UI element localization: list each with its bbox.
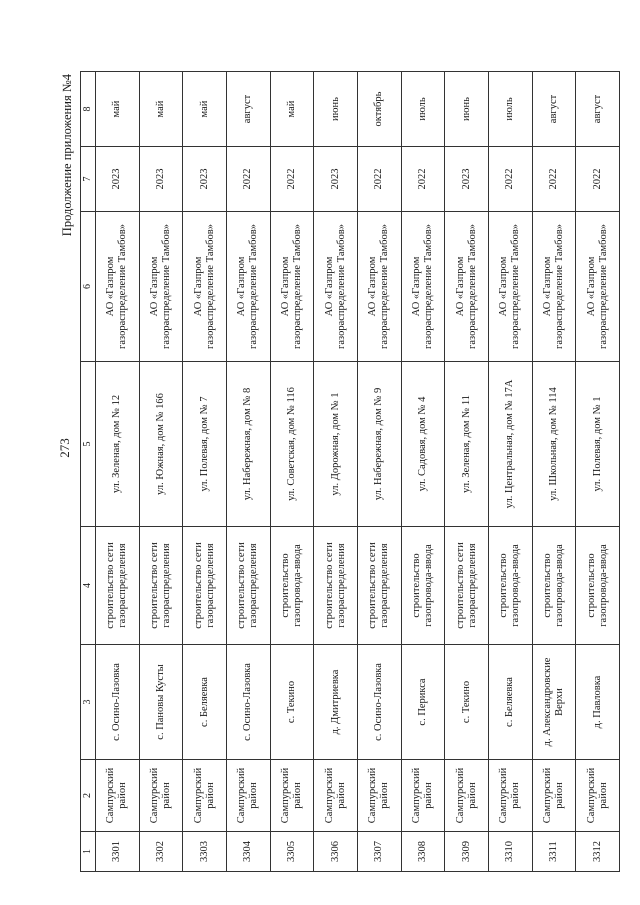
organization-cell: АО «Газпром газораспределение Тамбов» <box>401 212 445 362</box>
year-cell: 2023 <box>139 147 183 212</box>
row-number-cell: 3304 <box>226 832 270 872</box>
address-cell: ул. Южная, дом № 166 <box>139 362 183 527</box>
district-cell: Сампурский район <box>139 760 183 832</box>
address-cell: ул. Школьная, дом № 114 <box>532 362 576 527</box>
row-number-cell: 3305 <box>270 832 314 872</box>
organization-cell: АО «Газпром газораспределение Тамбов» <box>314 212 358 362</box>
year-cell: 2022 <box>488 147 532 212</box>
work-type-cell: строительство газопровода-ввода <box>401 527 445 645</box>
address-cell: ул. Зеленая, дом № 12 <box>96 362 140 527</box>
row-number-cell: 3312 <box>576 832 620 872</box>
work-type-cell: строительство сети газораспределения <box>357 527 401 645</box>
district-cell: Сампурский район <box>445 760 489 832</box>
table-row <box>488 72 532 872</box>
address-cell: ул. Набережная, дом № 8 <box>226 362 270 527</box>
row-number-cell: 3310 <box>488 832 532 872</box>
row-number-cell: 3303 <box>183 832 227 872</box>
address-cell: ул. Центральная, дом № 17А <box>488 362 532 527</box>
organization-cell: АО «Газпром газораспределение Тамбов» <box>226 212 270 362</box>
table-row <box>139 72 183 872</box>
work-type-cell: строительство сети газораспределения <box>314 527 358 645</box>
table-row <box>314 72 358 872</box>
address-cell: ул. Советская, дом № 116 <box>270 362 314 527</box>
column-number: 5 <box>81 362 96 527</box>
work-type-cell: строительство сети газораспределения <box>96 527 140 645</box>
table-row <box>532 72 576 872</box>
work-type-cell: строительство сети газораспределения <box>139 527 183 645</box>
year-cell: 2022 <box>401 147 445 212</box>
district-cell: Сампурский район <box>314 760 358 832</box>
locality-cell: с. Текино <box>270 645 314 760</box>
row-number-cell: 3302 <box>139 832 183 872</box>
organization-cell: АО «Газпром газораспределение Тамбов» <box>445 212 489 362</box>
organization-cell: АО «Газпром газораспределение Тамбов» <box>139 212 183 362</box>
row-number-cell: 3301 <box>96 832 140 872</box>
work-type-cell: строительство газопровода-ввода <box>270 527 314 645</box>
district-cell: Сампурский район <box>401 760 445 832</box>
table-row <box>445 72 489 872</box>
year-cell: 2022 <box>357 147 401 212</box>
year-cell: 2023 <box>183 147 227 212</box>
work-type-cell: строительство газопровода-ввода <box>576 527 620 645</box>
month-cell: июль <box>401 72 445 147</box>
locality-cell: д. Александровские Верхи <box>532 645 576 760</box>
month-cell: октябрь <box>357 72 401 147</box>
locality-cell: с. Беляевка <box>488 645 532 760</box>
continuation-label: Продолжение приложения №4 <box>60 74 74 237</box>
organization-cell: АО «Газпром газораспределение Тамбов» <box>576 212 620 362</box>
row-number-cell: 3307 <box>357 832 401 872</box>
organization-cell: АО «Газпром газораспределение Тамбов» <box>357 212 401 362</box>
month-cell: май <box>96 72 140 147</box>
locality-cell: с. Пановы Кусты <box>139 645 183 760</box>
district-cell: Сампурский район <box>183 760 227 832</box>
row-number-cell: 3306 <box>314 832 358 872</box>
organization-cell: АО «Газпром газораспределение Тамбов» <box>532 212 576 362</box>
locality-cell: с. Осино-Лазовка <box>357 645 401 760</box>
work-type-cell: строительство сети газораспределения <box>226 527 270 645</box>
locality-cell: с. Периксa <box>401 645 445 760</box>
appendix-table <box>80 71 620 872</box>
address-cell: ул. Полевая, дом № 1 <box>576 362 620 527</box>
district-cell: Сампурский район <box>488 760 532 832</box>
work-type-cell: строительство сети газораспределения <box>183 527 227 645</box>
year-cell: 2023 <box>445 147 489 212</box>
year-cell: 2022 <box>576 147 620 212</box>
table-row <box>576 72 620 872</box>
month-cell: июль <box>488 72 532 147</box>
locality-cell: с. Осино-Лазовка <box>96 645 140 760</box>
district-cell: Сампурский район <box>226 760 270 832</box>
table-row <box>226 72 270 872</box>
locality-cell: д. Павловка <box>576 645 620 760</box>
month-cell: август <box>226 72 270 147</box>
district-cell: Сампурский район <box>532 760 576 832</box>
year-cell: 2022 <box>226 147 270 212</box>
page-number: 273 <box>57 438 72 458</box>
locality-cell: д. Дмитриевка <box>314 645 358 760</box>
row-number-cell: 3309 <box>445 832 489 872</box>
work-type-cell: строительство газопровода-ввода <box>532 527 576 645</box>
month-cell: июнь <box>445 72 489 147</box>
address-cell: ул. Полевая, дом № 7 <box>183 362 227 527</box>
row-number-cell: 3311 <box>532 832 576 872</box>
column-number: 4 <box>81 527 96 645</box>
table-row <box>270 72 314 872</box>
organization-cell: АО «Газпром газораспределение Тамбов» <box>96 212 140 362</box>
column-number: 7 <box>81 147 96 212</box>
column-number: 6 <box>81 212 96 362</box>
month-cell: май <box>139 72 183 147</box>
table-row <box>183 72 227 872</box>
table-row <box>357 72 401 872</box>
address-cell: ул. Садовая, дом № 4 <box>401 362 445 527</box>
address-cell: ул. Дорожная, дом № 1 <box>314 362 358 527</box>
organization-cell: АО «Газпром газораспределение Тамбов» <box>183 212 227 362</box>
locality-cell: с. Беляевка <box>183 645 227 760</box>
column-number: 2 <box>81 760 96 832</box>
year-cell: 2023 <box>96 147 140 212</box>
table-row <box>96 72 140 872</box>
rotated-table-block <box>60 72 620 872</box>
month-cell: май <box>270 72 314 147</box>
organization-cell: АО «Газпром газораспределение Тамбов» <box>488 212 532 362</box>
address-cell: ул. Набережная, дом № 9 <box>357 362 401 527</box>
month-cell: август <box>532 72 576 147</box>
year-cell: 2022 <box>532 147 576 212</box>
district-cell: Сампурский район <box>576 760 620 832</box>
column-number-row <box>81 72 96 872</box>
work-type-cell: строительство газопровода-ввода <box>488 527 532 645</box>
column-number: 8 <box>81 72 96 147</box>
year-cell: 2022 <box>270 147 314 212</box>
district-cell: Сампурский район <box>96 760 140 832</box>
row-number-cell: 3308 <box>401 832 445 872</box>
work-type-cell: строительство сети газораспределения <box>445 527 489 645</box>
column-number: 3 <box>81 645 96 760</box>
organization-cell: АО «Газпром газораспределение Тамбов» <box>270 212 314 362</box>
locality-cell: с. Текино <box>445 645 489 760</box>
month-cell: май <box>183 72 227 147</box>
year-cell: 2023 <box>314 147 358 212</box>
month-cell: август <box>576 72 620 147</box>
table-row <box>401 72 445 872</box>
district-cell: Сампурский район <box>270 760 314 832</box>
locality-cell: с. Осино-Лазовка <box>226 645 270 760</box>
district-cell: Сампурский район <box>357 760 401 832</box>
column-number: 1 <box>81 832 96 872</box>
address-cell: ул. Зеленая, дом № 11 <box>445 362 489 527</box>
month-cell: июнь <box>314 72 358 147</box>
